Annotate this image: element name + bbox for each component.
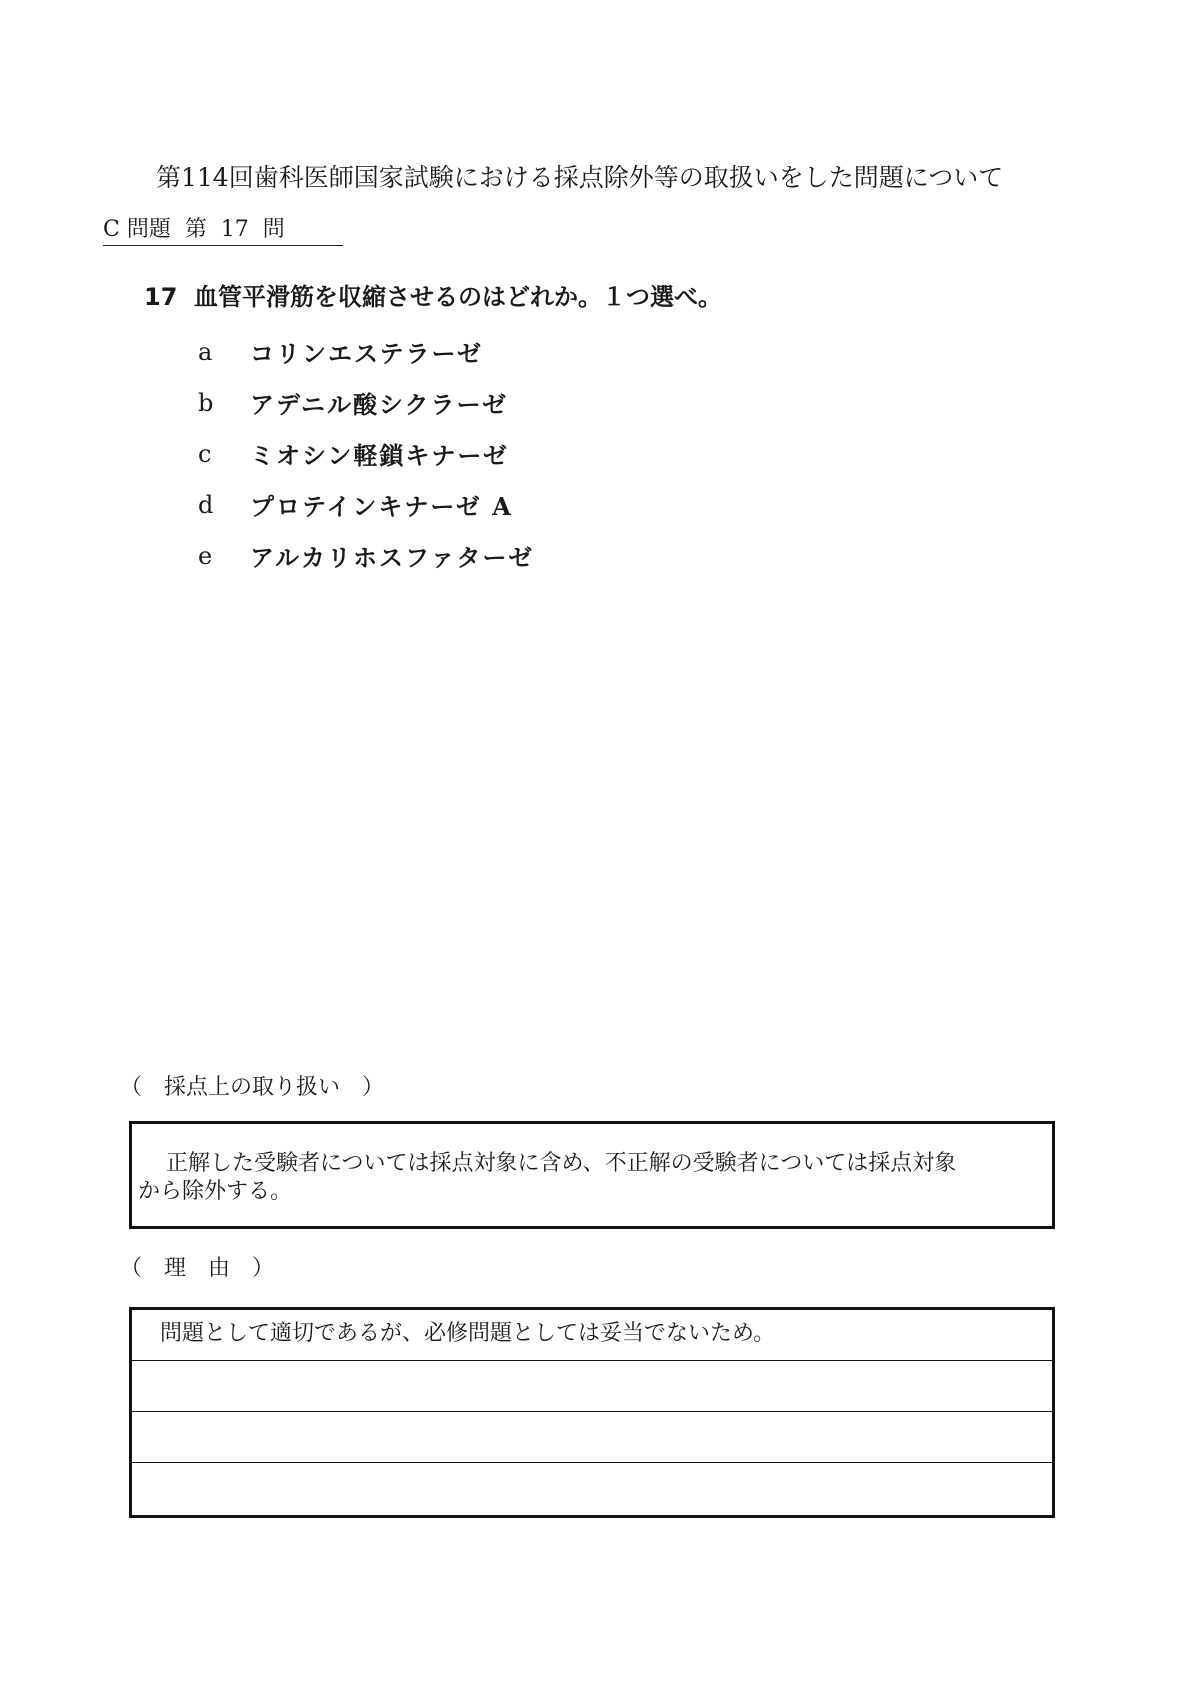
choice-letter: e [198,541,213,570]
question-stem [144,277,722,312]
handling-text-line-2: から除外する。 [138,1179,293,1204]
choice-letter: a [198,337,213,366]
question-number: 17 [144,283,178,311]
choice-text: アルカリホスファターゼ [250,543,535,572]
choice-b [198,377,534,428]
choice-letter: b [198,388,214,417]
document-title: 第114回歯科医師国家試験における採点除外等の取扱いをした問題について [156,163,1004,192]
choice-a [198,326,534,377]
reason-row [132,1412,1052,1463]
reason-table [129,1307,1055,1518]
choice-text: ミオシン軽鎖キナーゼ [250,441,509,470]
question-text: 血管平滑筋を収縮させるのはどれか。１つ選べ。 [194,282,722,311]
choice-c [198,428,534,479]
reason-row [132,1361,1052,1412]
choice-text: コリンエステラーゼ [250,339,484,368]
answer-choices [198,326,534,581]
reason-heading: （ 理 由 ） [120,1256,275,1281]
choice-letter: d [198,490,214,519]
question-section-label: C 問題 第 17 問 [103,217,343,246]
handling-heading: （ 採点上の取り扱い ） [120,1075,385,1100]
handling-box [129,1121,1055,1229]
choice-d [198,479,534,530]
handling-text-line-1: 正解した受験者については採点対象に含め、不正解の受験者については採点対象 [166,1151,957,1176]
reason-row [132,1463,1052,1515]
choice-text: アデニル酸シクラーゼ [250,390,509,419]
choice-text: プロテインキナーゼ A [250,492,513,521]
reason-row: 問題として適切であるが、必修問題としては妥当でないため。 [132,1310,1052,1361]
choice-letter: c [198,439,212,468]
choice-e [198,530,534,581]
